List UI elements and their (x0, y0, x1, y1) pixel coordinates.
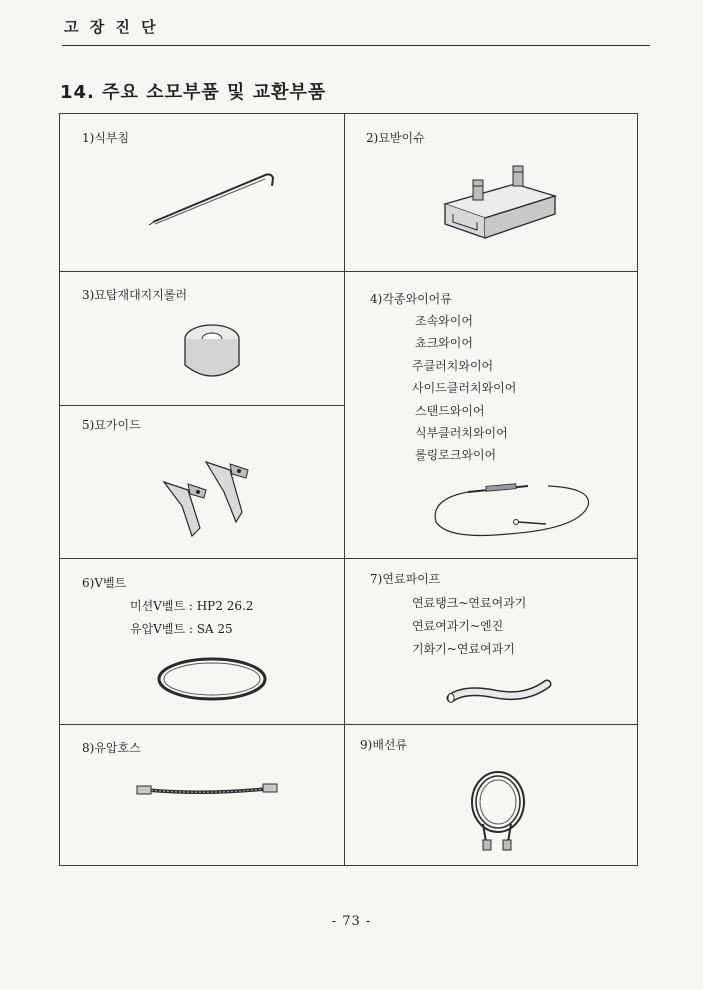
part-5-label: 5)묘가이드 (82, 418, 141, 432)
page-number: - 73 - (331, 914, 372, 929)
fuel-pipe-item-3: 기화기~연료여과기 (412, 642, 515, 656)
fuel-pipe-illustration (445, 674, 555, 709)
part-6-label: 6)V벨트 (82, 576, 127, 590)
row-divider-3 (60, 558, 638, 559)
wire-item-6: 식부클러치와이어 (415, 426, 508, 440)
fuel-pipe-item-2: 연료여과기~엔진 (412, 619, 504, 633)
part-3-label: 3)묘탑재대지지롤러 (82, 288, 188, 302)
parts-table (59, 113, 638, 866)
part-7-label: 7)연료파이프 (370, 572, 441, 586)
support-roller-illustration (180, 317, 245, 387)
part-9-label: 9)배선류 (360, 738, 408, 752)
hydraulic-hose-illustration (135, 779, 280, 801)
header-rule (62, 45, 650, 46)
belt-item-1: 미션V벨트 : HP2 26.2 (130, 599, 254, 613)
wire-item-4: 사이드클러치와이어 (412, 381, 517, 395)
wire-item-3: 주클러치와이어 (412, 359, 494, 373)
part-8-label: 8)유압호스 (82, 741, 141, 755)
planting-needle-illustration (145, 164, 280, 229)
wire-item-5: 스탠드와이어 (415, 404, 485, 418)
belt-item-2: 유압V벨트 : SA 25 (130, 622, 233, 636)
part-4-label: 4)각종와이어류 (370, 292, 452, 306)
wire-item-7: 롤링로크와이어 (415, 448, 497, 462)
section-header: 고 장 진 단 (64, 18, 159, 36)
wiring-harness-illustration (463, 764, 533, 854)
row-divider-4 (60, 724, 638, 725)
wire-item-1: 조속와이어 (415, 314, 473, 328)
part-1-label: 1)식부침 (82, 131, 130, 145)
v-belt-illustration (155, 654, 270, 704)
wire-cable-illustration (428, 474, 598, 544)
column-divider-upper (344, 114, 345, 866)
seedling-guide-illustration (160, 454, 270, 544)
row-divider-left-2 (60, 405, 345, 406)
wire-item-2: 쵸크와이어 (415, 336, 473, 350)
row-divider-1 (60, 271, 638, 272)
part-2-label: 2)묘받이슈 (366, 131, 425, 145)
page-title: 14. 주요 소모부품 및 교환부품 (60, 82, 327, 103)
seedling-support-shoe-illustration (435, 162, 565, 242)
fuel-pipe-item-1: 연료탱크~연료여과기 (412, 596, 527, 610)
